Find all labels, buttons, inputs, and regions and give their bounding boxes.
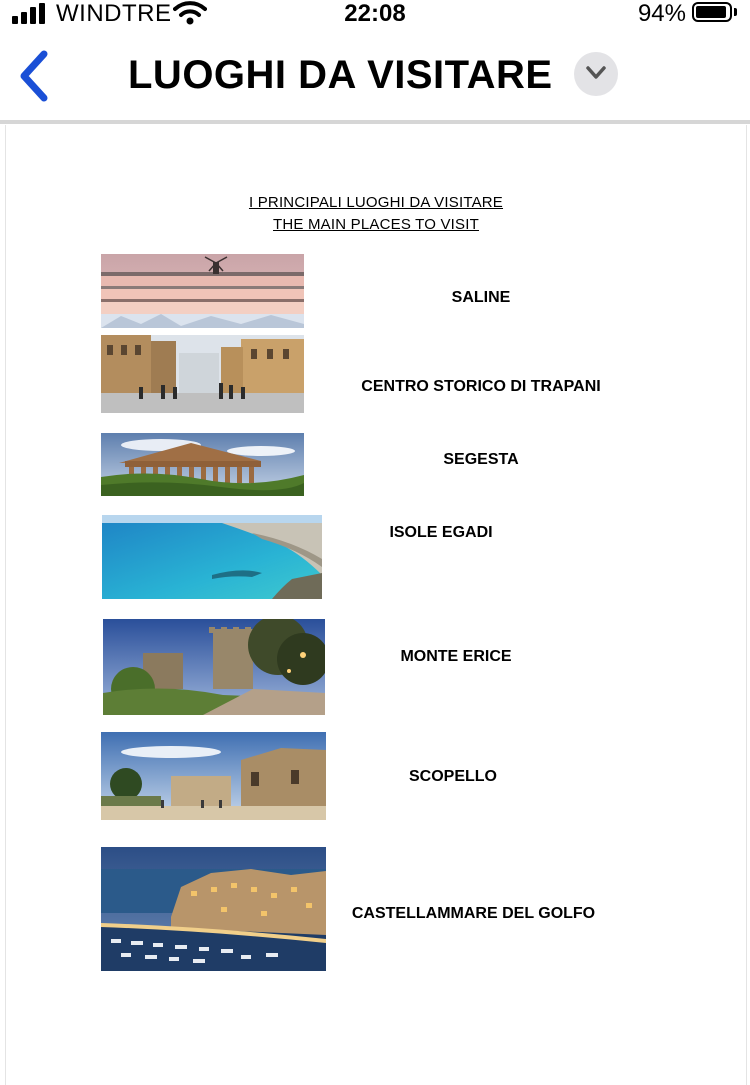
medieval-castle-photo — [103, 619, 325, 715]
battery-percentage: 94% — [637, 0, 686, 27]
clock-time: 22:08 — [344, 0, 406, 27]
place-label-scopello: SCOPELLO — [408, 768, 497, 785]
old-town-street-photo — [101, 335, 304, 413]
harbor-town-night-photo — [101, 847, 326, 971]
greek-temple-photo — [101, 433, 304, 496]
village-square-photo — [101, 732, 326, 820]
carrier-name: WINDTRE — [56, 0, 172, 27]
turquoise-sea-coast-photo — [102, 515, 322, 599]
chevron-left-icon — [16, 50, 52, 102]
page-title: LUOGHI DA VISITARE — [128, 53, 553, 97]
place-label-castellammare: CASTELLAMMARE DEL GOLFO — [351, 905, 596, 922]
place-label-saline: SALINE — [451, 289, 511, 306]
dropdown-menu-button[interactable] — [574, 52, 618, 96]
chevron-down-icon — [586, 66, 606, 80]
battery-icon — [692, 2, 732, 22]
status-bar — [0, 0, 750, 30]
battery-tip — [734, 8, 737, 16]
heading-english: THE MAIN PLACES TO VISIT — [273, 216, 479, 233]
document-page[interactable] — [5, 125, 747, 1085]
place-label-segesta: SEGESTA — [443, 451, 519, 468]
place-label-monte-erice: MONTE ERICE — [400, 648, 512, 665]
navigation-bar — [0, 30, 750, 120]
header-divider — [0, 120, 750, 124]
place-label-isole-egadi: ISOLE EGADI — [389, 524, 493, 541]
salt-pans-windmill-photo — [101, 254, 304, 328]
back-button[interactable] — [16, 50, 52, 102]
heading-italian: I PRINCIPALI LUOGHI DA VISITARE — [248, 194, 504, 211]
place-label-centro-storico: CENTRO STORICO DI TRAPANI — [361, 378, 601, 395]
